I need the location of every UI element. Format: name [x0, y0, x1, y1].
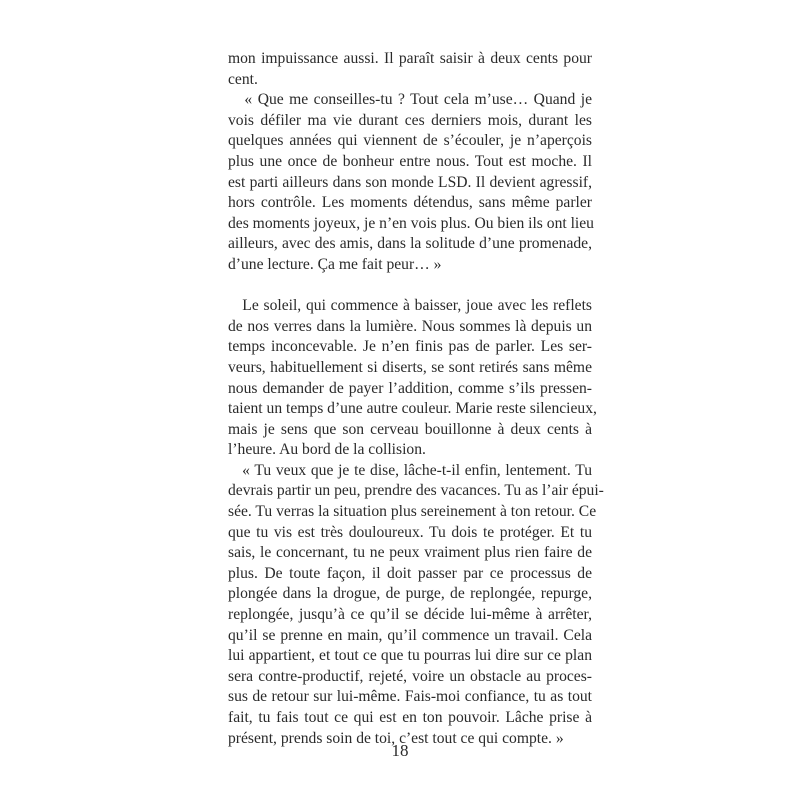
- text-line: des moments joyeux, je n’en vois plus. Ou bien ils ont lieu: [228, 214, 594, 232]
- text-line: sera contre-productif, rejeté, voire un obstacle au proces-: [228, 667, 592, 685]
- text-line: Le soleil, qui commence à baisser, joue avec les reflets: [228, 297, 592, 315]
- text-line: vois défiler ma vie durant ces derniers mois, durant les: [228, 111, 592, 129]
- text-line: temps inconcevable. Je n’en finis pas de parler. Les ser-: [228, 338, 592, 356]
- page-number: 18: [391, 741, 409, 760]
- text-line: d’une lecture. Ça me fait peur… »: [228, 255, 442, 273]
- text-line: nous demander de payer l’addition, comme s’ils pressen-: [228, 379, 592, 397]
- text-line: que tu vis est très douloureux. Tu dois te protéger. Et tu: [228, 523, 592, 541]
- text-line: plus. De toute façon, il doit passer par ce processus de: [228, 564, 592, 582]
- text-line: qu’il se prenne en main, qu’il commence un travail. Cela: [228, 626, 592, 644]
- text-line: plongée dans la drogue, de purge, de replongée, repurge,: [228, 585, 592, 603]
- text-line: sée. Tu verras la situation plus sereinement à ton retour. Ce: [228, 503, 597, 521]
- text-line: sais, le concernant, tu ne peux vraiment plus rien faire de: [228, 544, 592, 562]
- text-line: devrais partir un peu, prendre des vacances. Tu as l’air épui-: [228, 482, 604, 500]
- paragraph-gap: [228, 276, 592, 297]
- text-line: cent.: [228, 70, 258, 88]
- text-line: replongée, jusqu’à ce qu’il se décide lui-même à arrêter,: [228, 606, 592, 624]
- text-line: mais je sens que son cerveau bouillonne à deux cents à: [228, 420, 592, 438]
- body-text: [228, 49, 604, 749]
- text-line: l’heure. Au bord de la collision.: [228, 441, 426, 459]
- text-line: sus de retour sur lui-même. Fais-moi confiance, tu as tout: [228, 688, 592, 706]
- text-line: fait, tu fais tout ce qui est en ton pouvoir. Lâche prise à: [228, 709, 592, 726]
- text-line: quelques années qui viennent de s’écouler, je n’aperçois: [228, 132, 592, 150]
- text-line: de nos verres dans la lumière. Nous sommes là depuis un: [228, 317, 592, 335]
- text-line: est parti ailleurs dans son monde LSD. Il devient agressif,: [228, 173, 592, 191]
- text-line: mon impuissance aussi. Il paraît saisir à deux cents pour: [228, 50, 592, 67]
- text-line: présent, prends soin de toi, c’est tout ce qui compte. »: [228, 729, 564, 747]
- text-line: « Tu veux que je te dise, lâche-t-il enfin, lentement. Tu: [228, 461, 592, 479]
- text-line: lui appartient, et tout ce que tu pourras lui dire sur ce plan: [228, 647, 592, 665]
- text-line: « Que me conseilles-tu ? Tout cela m’use… Quand je: [228, 91, 592, 109]
- text-line: veurs, habituellement si diserts, se sont retirés sans même: [228, 358, 592, 376]
- text-line: taient un temps d’une autre couleur. Marie reste silencieux,: [228, 400, 597, 418]
- text-line: plus une once de bonheur entre nous. Tout est moche. Il: [228, 152, 592, 170]
- text-line: ailleurs, avec des amis, dans la solitude d’une promenade,: [228, 235, 592, 253]
- text-line: hors contrôle. Les moments détendus, sans même parler: [228, 194, 592, 212]
